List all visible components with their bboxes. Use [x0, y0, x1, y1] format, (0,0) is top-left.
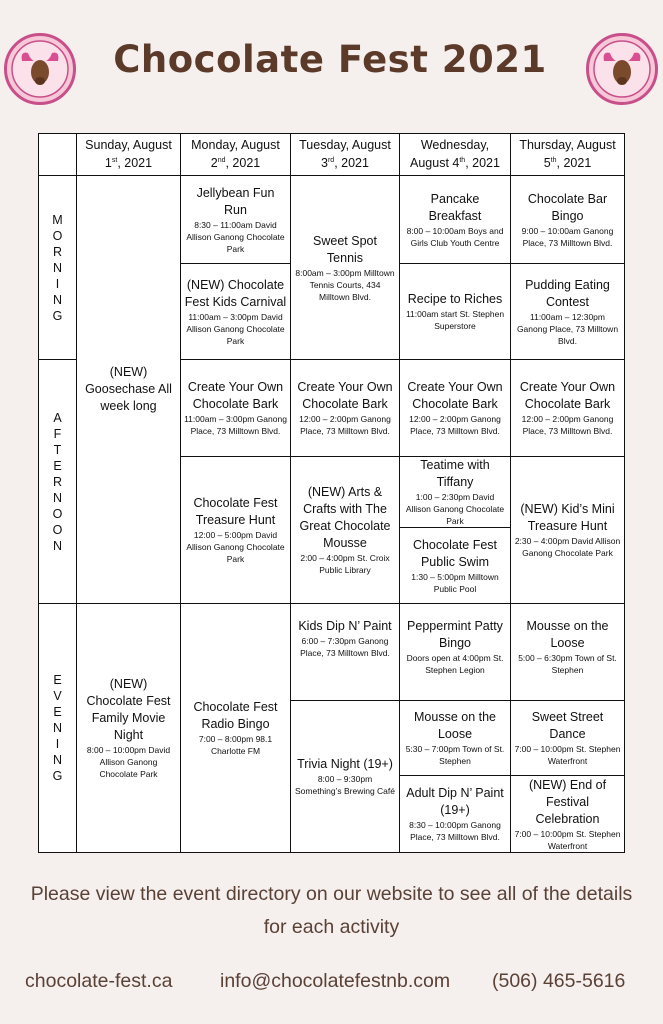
event-mon-treasure-hunt: Chocolate Fest Treasure Hunt 12:00 – 5:00pm David Allison Ganong Chocolate Park	[181, 457, 291, 604]
day-header-tuesday: Tuesday, August 3rd, 2021	[291, 134, 400, 176]
day-header-thursday: Thursday, August 5th, 2021	[511, 134, 624, 176]
phone-number[interactable]: (506) 465-5616	[492, 970, 626, 992]
event-thu-bar-bingo: Chocolate Bar Bingo 9:00 – 10:00am Ganong Place, 73 Milltown Blvd.	[511, 176, 624, 264]
event-wed-pancake: Pancake Breakfast 8:00 – 10:00am Boys and Girls Club Youth Centre	[400, 176, 511, 264]
event-thu-mini-hunt: (NEW) Kid’s Mini Treasure Hunt 2:30 – 4:00pm David Allison Ganong Chocolate Park	[511, 457, 624, 604]
moose-icon	[592, 39, 652, 99]
chocolate-fest-logo-left	[4, 33, 76, 105]
event-directory-note: Please view the event directory on our website to see all of the details for each activity	[30, 883, 633, 938]
period-label-morning: M O R N I N G	[39, 176, 77, 360]
event-mon-bark: Create Your Own Chocolate Bark 11:00am – 3:00pm Ganong Place, 73 Milltown Blvd.	[181, 360, 291, 457]
event-tue-dip-paint: Kids Dip N’ Paint 6:00 – 7:30pm Ganong Place, 73 Milltown Blvd.	[291, 604, 400, 701]
event-sun-movie-night: (NEW) Chocolate Fest Family Movie Night 8:00 – 10:00pm David Allison Ganong Chocolate Park	[77, 604, 181, 852]
event-thu-street-dance: Sweet Street Dance 7:00 – 10:00pm St. Stephen Waterfront	[511, 701, 624, 776]
event-wed-bark: Create Your Own Chocolate Bark 12:00 – 2:00pm Ganong Place, 73 Milltown Blvd.	[400, 360, 511, 457]
event-tue-bark: Create Your Own Chocolate Bark 12:00 – 2:00pm Ganong Place, 73 Milltown Blvd.	[291, 360, 400, 457]
event-tue-arts-crafts: (NEW) Arts & Crafts with The Great Chocolate Mousse 2:00 – 4:00pm St. Croix Public Library	[291, 457, 400, 604]
event-wed-recipe: Recipe to Riches 11:00am start St. Stephen Superstore	[400, 264, 511, 360]
event-wed-peppermint: Peppermint Patty Bingo Doors open at 4:00pm St. Stephen Legion	[400, 604, 511, 701]
corner-cell	[39, 134, 77, 176]
header	[0, 0, 663, 125]
event-wed-teatime: Teatime with Tiffany 1:00 – 2:30pm David Allison Ganong Chocolate Park	[400, 457, 511, 528]
day-header-monday: Monday, August 2nd, 2021	[181, 134, 291, 176]
website-link[interactable]: chocolate-fest.ca	[25, 970, 173, 992]
event-wed-swim: Chocolate Fest Public Swim 1:30 – 5:00pm Milltown Public Pool	[400, 528, 511, 604]
event-thu-mousse: Mousse on the Loose 5:00 – 6:30pm Town of St. Stephen	[511, 604, 624, 701]
event-mon-radio-bingo: Chocolate Fest Radio Bingo 7:00 – 8:00pm 98.1 Charlotte FM	[181, 604, 291, 852]
email-link[interactable]: info@chocolatefestnb.com	[220, 970, 451, 992]
event-wed-mousse: Mousse on the Loose 5:30 – 7:00pm Town of St. Stephen	[400, 701, 511, 776]
period-label-evening: E V E N I N G	[39, 604, 77, 852]
event-mon-carnival: (NEW) Chocolate Fest Kids Carnival 11:00am – 3:00pm David Allison Ganong Chocolate Park	[181, 264, 291, 360]
event-thu-end-celebration: (NEW) End of Festival Celebration 7:00 – 10:00pm St. Stephen Waterfront	[514, 777, 621, 851]
event-mon-jellybean: Jellybean Fun Run 8:30 – 11:00am David Allison Ganong Chocolate Park	[181, 176, 291, 264]
moose-icon	[10, 39, 70, 99]
chocolate-fest-logo-right	[586, 33, 658, 105]
event-thu-bark: Create Your Own Chocolate Bark 12:00 – 2:00pm Ganong Place, 73 Milltown Blvd.	[511, 360, 624, 457]
event-thu-pudding: Pudding Eating Contest 11:00am – 12:30pm Ganong Place, 73 Milltown Blvd.	[511, 264, 624, 360]
day-header-wednesday: Wednesday, August 4th, 2021	[400, 134, 511, 176]
event-tue-tennis: Sweet Spot Tennis 8:00am – 3:00pm Milltown Tennis Courts, 434 Milltown Blvd.	[291, 176, 400, 360]
event-sun-goosechase: (NEW) Goosechase All week long	[77, 176, 181, 604]
schedule-table	[38, 133, 625, 853]
event-tue-trivia: Trivia Night (19+) 8:00 – 9:30pm Something’s Brewing Café	[291, 701, 400, 852]
event-wed-adult-dip: Adult Dip N’ Paint (19+) 8:30 – 10:00pm Ganong Place, 73 Milltown Blvd.	[400, 776, 511, 852]
day-header-sunday: Sunday, August 1st, 2021	[77, 134, 181, 176]
period-label-afternoon: A F T E R N O O N	[39, 360, 77, 604]
page-title: Chocolate Fest 2021	[113, 38, 547, 81]
